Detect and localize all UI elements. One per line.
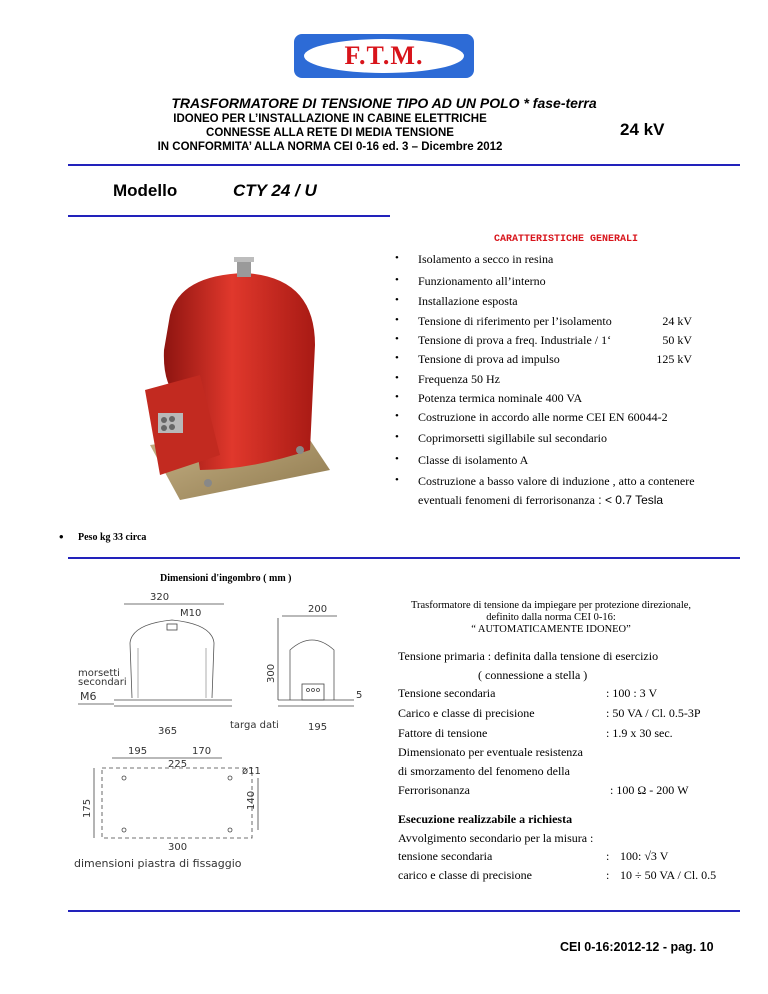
- header-line-2: CONNESSE ALLA RETE DI MEDIA TENSIONE: [206, 127, 454, 139]
- note-line-2: definito dalla norma CEI 0-16:: [486, 612, 616, 623]
- feature-value: 50 kV: [662, 333, 692, 347]
- connection-type: ( connessione a stella ): [478, 668, 588, 682]
- dim-label: 300: [168, 842, 188, 853]
- dim-label: 365: [158, 726, 178, 737]
- note-line-3: “ AUTOMATICAMENTE IDONEO”: [471, 624, 631, 635]
- optional-value: 10 ÷ 50 VA / Cl. 0.5: [620, 868, 717, 882]
- dim-label: 225: [168, 759, 188, 770]
- dim-label: dimensioni piastra di fissaggio: [74, 857, 242, 870]
- spec-label: Tensione secondaria: [398, 686, 496, 700]
- resistance-line-3: Ferrorisonanza: [398, 783, 470, 797]
- spec-value: : 1.9 x 30 sec.: [606, 726, 673, 740]
- primary-voltage: Tensione primaria : definita dalla tensione di esercizio: [398, 649, 659, 663]
- page-footer: CEI 0-16:2012-12 - pag. 10: [560, 940, 714, 954]
- resistance-line-2: di smorzamento del fenomeno della: [398, 764, 570, 778]
- optional-line: Avvolgimento secondario per la misura :: [398, 831, 594, 845]
- model-value: CTY 24 / U: [233, 181, 317, 200]
- divider-bottom: [68, 910, 740, 912]
- dim-label: morsetti: [78, 668, 120, 679]
- dim-label: 175: [82, 798, 93, 818]
- fixing-bolt: [296, 446, 304, 454]
- resistance-line-1: Dimensionato per eventuale resistenza: [398, 745, 583, 759]
- note-line-1: Trasformatore di tensione da impiegare per protezione direzionale,: [410, 600, 692, 611]
- header-line-1: IDONEO PER L’INSTALLAZIONE IN CABINE ELETTRICHE: [173, 113, 487, 125]
- dim-label: 140: [246, 790, 257, 810]
- dimension-drawing: [72, 588, 372, 878]
- document-title: TRASFORMATORE DI TENSIONE TIPO AD UN POLO * fase-terra: [171, 95, 597, 111]
- optional-value: 100: √3 V: [620, 849, 669, 863]
- dim-label: 320: [150, 592, 170, 603]
- transformer-photo: [100, 255, 340, 510]
- optional-title: Esecuzione realizzabile a richiesta: [398, 812, 573, 826]
- ftm-logo: [294, 34, 474, 78]
- dim-label: secondari: [78, 677, 127, 688]
- weight-text: Peso kg 33 circa: [78, 532, 147, 543]
- characteristics-title: CARATTERISTICHE GENERALI: [494, 234, 639, 245]
- spec-value: : 100 : 3 V: [606, 686, 658, 700]
- dim-label: targa dati: [230, 720, 279, 731]
- logo-text: F.T.M.: [304, 39, 464, 73]
- resistance-value: : 100 Ω - 200 W: [610, 783, 689, 797]
- feature-value: 24 kV: [662, 314, 692, 328]
- spec-label: Carico e classe di precisione: [398, 706, 535, 720]
- dim-label: 195: [308, 722, 328, 733]
- dim-label: M10: [180, 608, 202, 619]
- header-line-3: IN CONFORMITA’ ALLA NORMA CEI 0-16 ed. 3 – Dicembre 2012: [157, 141, 503, 153]
- primary-terminal: [237, 261, 251, 277]
- voltage-rating: 24 kV: [620, 120, 665, 139]
- model-label: Modello: [113, 181, 178, 200]
- divider-model: [68, 215, 390, 217]
- divider-top: [68, 164, 740, 166]
- divider-middle: [68, 557, 740, 559]
- bullet-icon: •: [59, 529, 64, 544]
- optional-colon: :: [606, 868, 610, 882]
- dim-label: ø11: [242, 766, 261, 777]
- dim-label: 195: [128, 746, 148, 757]
- fixing-bolt: [204, 479, 212, 487]
- spec-value: : 50 VA / Cl. 0.5-3P: [606, 706, 701, 720]
- optional-colon: :: [606, 849, 610, 863]
- dim-label: 170: [192, 746, 212, 757]
- dim-label: M6: [80, 690, 97, 703]
- dim-label: 5: [356, 690, 363, 701]
- spec-label: Fattore di tensione: [398, 726, 488, 740]
- feature-continuation: eventuali fenomeni di ferrorisonanza : < 0.7 Tesla: [418, 493, 664, 507]
- feature-value: 125 kV: [656, 352, 692, 366]
- dimensions-title: Dimensioni d'ingombro ( mm ): [160, 573, 292, 584]
- flux-value: : < 0.7 Tesla: [598, 493, 664, 507]
- optional-label: carico e classe di precisione: [398, 868, 532, 882]
- optional-label: tensione secondaria: [398, 849, 493, 863]
- dim-label: 300: [266, 663, 277, 683]
- secondary-terminals: [158, 413, 183, 433]
- dim-label: 200: [308, 604, 328, 615]
